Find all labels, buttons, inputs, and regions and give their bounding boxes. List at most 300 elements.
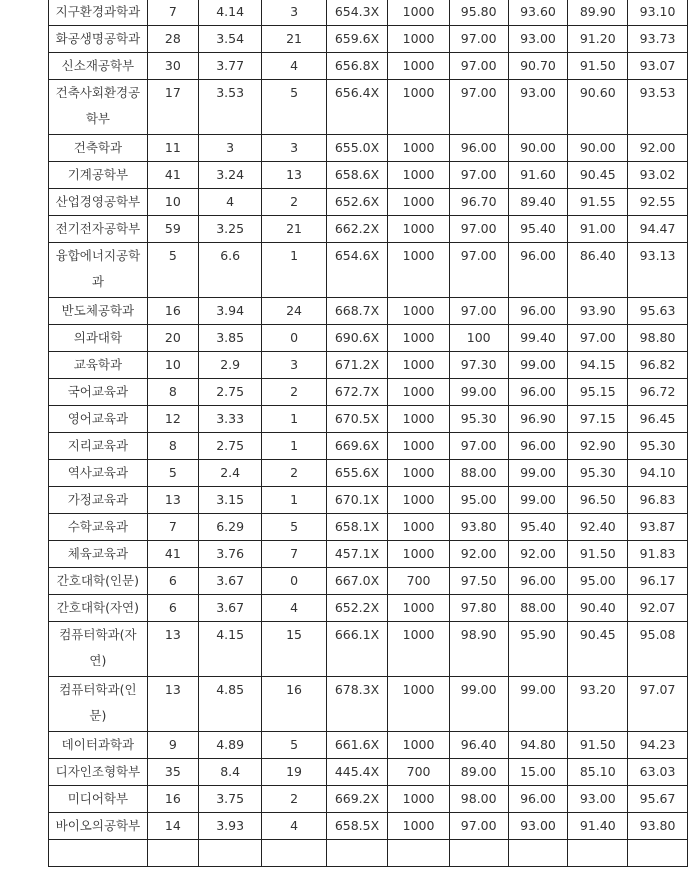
table-cell: 91.00 (568, 216, 628, 243)
table-cell: 95.08 (628, 622, 688, 677)
table-cell: 678.3X (326, 677, 388, 732)
table-cell: 1000 (388, 298, 449, 325)
table-cell: 690.6X (326, 325, 388, 352)
table-row (49, 732, 688, 759)
table-cell: 652.2X (326, 595, 388, 622)
table-cell: 7 (262, 541, 326, 568)
table-cell: 97.00 (449, 433, 508, 460)
table-row (49, 514, 688, 541)
table-row (49, 216, 688, 243)
table-cell: 90.00 (508, 135, 568, 162)
table-cell: 98.80 (628, 325, 688, 352)
department-name-cell: 데이터과학과 (49, 732, 148, 759)
table-cell: 3.93 (198, 813, 262, 840)
table-cell: 1 (262, 487, 326, 514)
table-cell: 90.60 (568, 80, 628, 135)
department-name-cell: 가정교육과 (49, 487, 148, 514)
table-cell: 93.53 (628, 80, 688, 135)
department-name-cell: 화공생명공학과 (49, 26, 148, 53)
department-name-cell: 간호대학(인문) (49, 568, 148, 595)
table-cell: 700 (388, 759, 449, 786)
table-cell: 3.33 (198, 406, 262, 433)
table-cell: 85.10 (568, 759, 628, 786)
table-cell: 95.30 (628, 433, 688, 460)
table-cell: 5 (147, 243, 198, 298)
table-cell: 1000 (388, 433, 449, 460)
table-cell: 3.24 (198, 162, 262, 189)
table-cell: 656.4X (326, 80, 388, 135)
table-cell: 96.00 (508, 298, 568, 325)
table-cell: 91.40 (568, 813, 628, 840)
table-row (49, 622, 688, 677)
table-cell: 3 (198, 135, 262, 162)
table-cell: 672.7X (326, 379, 388, 406)
table-cell: 652.6X (326, 189, 388, 216)
table-cell: 93.80 (628, 813, 688, 840)
table-cell: 1000 (388, 80, 449, 135)
table-cell: 97.00 (449, 162, 508, 189)
table-cell (508, 840, 568, 867)
table-cell: 4 (262, 813, 326, 840)
table-cell: 7 (147, 514, 198, 541)
table-cell: 658.6X (326, 162, 388, 189)
department-name-cell: 영어교육과 (49, 406, 148, 433)
table-row (49, 813, 688, 840)
table-cell: 20 (147, 325, 198, 352)
table-cell (568, 840, 628, 867)
department-name-cell: 컴퓨터학과(인문) (49, 677, 148, 732)
table-cell: 13 (147, 487, 198, 514)
table-cell: 5 (262, 732, 326, 759)
table-cell: 41 (147, 162, 198, 189)
table-cell (628, 840, 688, 867)
table-cell: 457.1X (326, 541, 388, 568)
table-cell: 96.50 (568, 487, 628, 514)
department-name-cell: 산업경영공학부 (49, 189, 148, 216)
department-name-cell: 반도체공학과 (49, 298, 148, 325)
table-cell: 668.7X (326, 298, 388, 325)
table-cell: 1000 (388, 541, 449, 568)
table-cell: 96.82 (628, 352, 688, 379)
table-cell: 3.76 (198, 541, 262, 568)
table-cell: 94.23 (628, 732, 688, 759)
department-name-cell: 간호대학(자연) (49, 595, 148, 622)
department-name-cell: 교육학과 (49, 352, 148, 379)
table-cell: 90.70 (508, 53, 568, 80)
table-cell: 4 (262, 53, 326, 80)
table-cell: 88.00 (508, 595, 568, 622)
table-row (49, 162, 688, 189)
table-cell: 3.85 (198, 325, 262, 352)
table-cell: 95.67 (628, 786, 688, 813)
table-cell: 3.25 (198, 216, 262, 243)
table-cell: 99.00 (508, 487, 568, 514)
table-cell: 21 (262, 216, 326, 243)
table-cell: 10 (147, 189, 198, 216)
table-cell: 99.00 (508, 460, 568, 487)
department-name-cell: 건축사회환경공학부 (49, 80, 148, 135)
table-cell: 92.40 (568, 514, 628, 541)
table-row (49, 759, 688, 786)
department-name-cell: 전기전자공학부 (49, 216, 148, 243)
table-row (49, 80, 688, 135)
table-cell: 95.63 (628, 298, 688, 325)
table-cell: 2 (262, 379, 326, 406)
table-cell: 1000 (388, 406, 449, 433)
table-cell: 97.07 (628, 677, 688, 732)
table-cell: 654.3X (326, 0, 388, 26)
table-cell: 15 (262, 622, 326, 677)
table-row (49, 677, 688, 732)
table-cell: 658.1X (326, 514, 388, 541)
table-cell: 96.00 (508, 786, 568, 813)
table-cell: 16 (147, 298, 198, 325)
table-cell: 1000 (388, 189, 449, 216)
table-cell: 15.00 (508, 759, 568, 786)
department-name-cell: 컴퓨터학과(자연) (49, 622, 148, 677)
table-cell: 1000 (388, 0, 449, 26)
table-row (49, 189, 688, 216)
table-row (49, 53, 688, 80)
table-cell: 1000 (388, 514, 449, 541)
table-cell: 91.83 (628, 541, 688, 568)
table-cell (449, 840, 508, 867)
table-row (49, 786, 688, 813)
table-cell: 6.29 (198, 514, 262, 541)
table-cell: 1000 (388, 53, 449, 80)
table-cell: 89.40 (508, 189, 568, 216)
table-cell: 30 (147, 53, 198, 80)
table-row (49, 379, 688, 406)
table-cell: 97.80 (449, 595, 508, 622)
table-row (49, 595, 688, 622)
table-row (49, 298, 688, 325)
table-cell: 3.77 (198, 53, 262, 80)
table-cell: 93.73 (628, 26, 688, 53)
table-cell: 14 (147, 813, 198, 840)
table-cell: 96.90 (508, 406, 568, 433)
table-cell: 1000 (388, 352, 449, 379)
table-cell: 91.55 (568, 189, 628, 216)
table-cell: 3.75 (198, 786, 262, 813)
table-cell: 97.00 (449, 216, 508, 243)
table-cell: 4.14 (198, 0, 262, 26)
table-cell: 28 (147, 26, 198, 53)
table-cell: 1000 (388, 26, 449, 53)
table-cell: 97.00 (568, 325, 628, 352)
table-cell: 90.40 (568, 595, 628, 622)
department-name-cell: 신소재공학부 (49, 53, 148, 80)
table-cell: 1000 (388, 460, 449, 487)
table-cell: 1000 (388, 379, 449, 406)
table-cell: 656.8X (326, 53, 388, 80)
table-cell: 63.03 (628, 759, 688, 786)
table-cell: 93.20 (568, 677, 628, 732)
table-row (49, 460, 688, 487)
table-cell: 95.90 (508, 622, 568, 677)
table-cell: 88.00 (449, 460, 508, 487)
table-cell: 445.4X (326, 759, 388, 786)
table-cell: 662.2X (326, 216, 388, 243)
table-cell: 2 (262, 189, 326, 216)
table-cell: 93.13 (628, 243, 688, 298)
table-cell: 95.30 (449, 406, 508, 433)
table-cell: 59 (147, 216, 198, 243)
table-cell: 97.30 (449, 352, 508, 379)
table-cell: 96.45 (628, 406, 688, 433)
table-cell: 93.00 (508, 26, 568, 53)
table-cell: 99.00 (449, 677, 508, 732)
table-cell: 0 (262, 568, 326, 595)
department-name-cell: 수학교육과 (49, 514, 148, 541)
table-cell: 16 (147, 786, 198, 813)
table-cell: 659.6X (326, 26, 388, 53)
table-cell: 7 (147, 0, 198, 26)
department-name-cell: 체육교육과 (49, 541, 148, 568)
table-cell (326, 840, 388, 867)
table-cell: 3.54 (198, 26, 262, 53)
table-cell: 2 (262, 460, 326, 487)
table-cell: 98.90 (449, 622, 508, 677)
table-cell: 667.0X (326, 568, 388, 595)
table-cell: 95.30 (568, 460, 628, 487)
table-cell: 95.40 (508, 216, 568, 243)
table-cell: 1 (262, 406, 326, 433)
table-cell: 99.40 (508, 325, 568, 352)
table-cell: 93.80 (449, 514, 508, 541)
table-cell: 96.00 (508, 243, 568, 298)
table-cell: 99.00 (449, 379, 508, 406)
table-row (49, 487, 688, 514)
table-cell: 4 (198, 189, 262, 216)
admissions-table (48, 0, 688, 867)
department-name-cell: 기계공학부 (49, 162, 148, 189)
table-cell: 90.45 (568, 162, 628, 189)
department-name-cell: 융합에너지공학과 (49, 243, 148, 298)
table-cell: 1000 (388, 677, 449, 732)
table-cell: 97.00 (449, 298, 508, 325)
table-cell: 2.75 (198, 433, 262, 460)
admissions-table-body (49, 0, 688, 867)
table-cell: 655.6X (326, 460, 388, 487)
table-cell: 97.00 (449, 53, 508, 80)
table-cell: 3.94 (198, 298, 262, 325)
table-cell: 93.07 (628, 53, 688, 80)
table-cell: 2.75 (198, 379, 262, 406)
table-cell: 24 (262, 298, 326, 325)
table-row (49, 433, 688, 460)
table-cell: 1000 (388, 243, 449, 298)
table-cell: 1 (262, 243, 326, 298)
table-cell: 96.70 (449, 189, 508, 216)
table-cell: 3.15 (198, 487, 262, 514)
table-cell: 96.72 (628, 379, 688, 406)
table-row (49, 541, 688, 568)
table-cell: 8 (147, 379, 198, 406)
table-cell: 96.17 (628, 568, 688, 595)
table-cell: 86.40 (568, 243, 628, 298)
table-cell: 669.2X (326, 786, 388, 813)
table-cell: 661.6X (326, 732, 388, 759)
table-cell: 655.0X (326, 135, 388, 162)
table-cell: 0 (262, 325, 326, 352)
table-cell: 2 (262, 786, 326, 813)
table-cell: 98.00 (449, 786, 508, 813)
admissions-table-container (48, 0, 688, 867)
table-cell: 92.90 (568, 433, 628, 460)
table-cell: 3.67 (198, 568, 262, 595)
table-cell: 670.1X (326, 487, 388, 514)
table-cell: 13 (147, 622, 198, 677)
table-cell: 93.00 (568, 786, 628, 813)
table-cell: 1000 (388, 786, 449, 813)
table-row (49, 568, 688, 595)
table-cell: 666.1X (326, 622, 388, 677)
table-cell: 1000 (388, 216, 449, 243)
table-cell: 91.50 (568, 53, 628, 80)
table-cell: 96.40 (449, 732, 508, 759)
table-cell: 19 (262, 759, 326, 786)
table-cell: 97.00 (449, 80, 508, 135)
table-cell: 3.67 (198, 595, 262, 622)
table-cell: 99.00 (508, 352, 568, 379)
table-cell: 96.00 (508, 379, 568, 406)
table-cell: 95.00 (568, 568, 628, 595)
department-name-cell: 건축학과 (49, 135, 148, 162)
table-cell: 99.00 (508, 677, 568, 732)
table-cell: 1000 (388, 325, 449, 352)
table-cell: 4 (262, 595, 326, 622)
table-cell: 90.00 (568, 135, 628, 162)
table-cell: 1000 (388, 487, 449, 514)
table-cell: 10 (147, 352, 198, 379)
table-cell: 11 (147, 135, 198, 162)
table-row (49, 243, 688, 298)
table-cell: 1000 (388, 732, 449, 759)
table-cell: 41 (147, 541, 198, 568)
table-cell: 3 (262, 0, 326, 26)
department-name-cell: 지구환경과학과 (49, 0, 148, 26)
table-cell: 95.40 (508, 514, 568, 541)
table-cell: 95.00 (449, 487, 508, 514)
table-cell: 91.20 (568, 26, 628, 53)
table-cell: 8.4 (198, 759, 262, 786)
table-cell: 97.00 (449, 26, 508, 53)
table-cell: 94.15 (568, 352, 628, 379)
table-cell: 97.00 (449, 243, 508, 298)
table-cell: 92.55 (628, 189, 688, 216)
table-cell: 97.50 (449, 568, 508, 595)
table-row (49, 135, 688, 162)
table-cell: 654.6X (326, 243, 388, 298)
table-cell: 96.00 (508, 433, 568, 460)
table-cell: 1000 (388, 135, 449, 162)
table-row (49, 840, 688, 867)
table-row (49, 325, 688, 352)
table-cell: 89.00 (449, 759, 508, 786)
table-cell: 669.6X (326, 433, 388, 460)
table-cell: 93.90 (568, 298, 628, 325)
table-cell: 92.07 (628, 595, 688, 622)
table-cell: 94.47 (628, 216, 688, 243)
table-cell: 92.00 (628, 135, 688, 162)
table-cell: 90.45 (568, 622, 628, 677)
table-cell: 100 (449, 325, 508, 352)
department-name-cell: 의과대학 (49, 325, 148, 352)
table-cell: 92.00 (449, 541, 508, 568)
table-cell: 13 (147, 677, 198, 732)
table-cell: 6 (147, 568, 198, 595)
table-cell: 1000 (388, 813, 449, 840)
table-cell: 93.87 (628, 514, 688, 541)
table-cell: 658.5X (326, 813, 388, 840)
table-cell: 6 (147, 595, 198, 622)
table-cell: 3.53 (198, 80, 262, 135)
table-cell: 92.00 (508, 541, 568, 568)
department-name-cell: 지리교육과 (49, 433, 148, 460)
table-cell: 8 (147, 433, 198, 460)
table-cell: 96.83 (628, 487, 688, 514)
department-name-cell: 디자인조형학부 (49, 759, 148, 786)
table-cell: 94.80 (508, 732, 568, 759)
table-cell: 671.2X (326, 352, 388, 379)
table-cell: 95.15 (568, 379, 628, 406)
table-cell: 670.5X (326, 406, 388, 433)
table-cell: 17 (147, 80, 198, 135)
table-cell: 1000 (388, 162, 449, 189)
table-cell: 94.10 (628, 460, 688, 487)
table-cell: 97.15 (568, 406, 628, 433)
table-cell (198, 840, 262, 867)
department-name-cell: 바이오의공학부 (49, 813, 148, 840)
department-name-cell: 미디어학부 (49, 786, 148, 813)
table-cell: 96.00 (508, 568, 568, 595)
table-cell: 1 (262, 433, 326, 460)
table-cell (388, 840, 449, 867)
table-row (49, 0, 688, 26)
table-cell: 700 (388, 568, 449, 595)
table-cell: 95.80 (449, 0, 508, 26)
department-name-cell: 국어교육과 (49, 379, 148, 406)
table-cell: 3 (262, 135, 326, 162)
table-row (49, 352, 688, 379)
department-name-cell: 역사교육과 (49, 460, 148, 487)
table-cell: 5 (147, 460, 198, 487)
table-cell: 89.90 (568, 0, 628, 26)
table-row (49, 26, 688, 53)
table-cell: 5 (262, 80, 326, 135)
table-cell: 91.50 (568, 541, 628, 568)
table-cell: 93.02 (628, 162, 688, 189)
table-cell: 4.85 (198, 677, 262, 732)
table-cell (262, 840, 326, 867)
table-cell: 2.9 (198, 352, 262, 379)
table-cell: 3 (262, 352, 326, 379)
table-cell: 4.89 (198, 732, 262, 759)
table-cell (147, 840, 198, 867)
table-cell: 97.00 (449, 813, 508, 840)
table-cell: 4.15 (198, 622, 262, 677)
table-cell: 93.60 (508, 0, 568, 26)
table-cell: 6.6 (198, 243, 262, 298)
department-name-cell (49, 840, 148, 867)
table-cell: 5 (262, 514, 326, 541)
table-cell: 2.4 (198, 460, 262, 487)
table-cell: 35 (147, 759, 198, 786)
table-cell: 93.10 (628, 0, 688, 26)
table-cell: 93.00 (508, 80, 568, 135)
table-cell: 21 (262, 26, 326, 53)
